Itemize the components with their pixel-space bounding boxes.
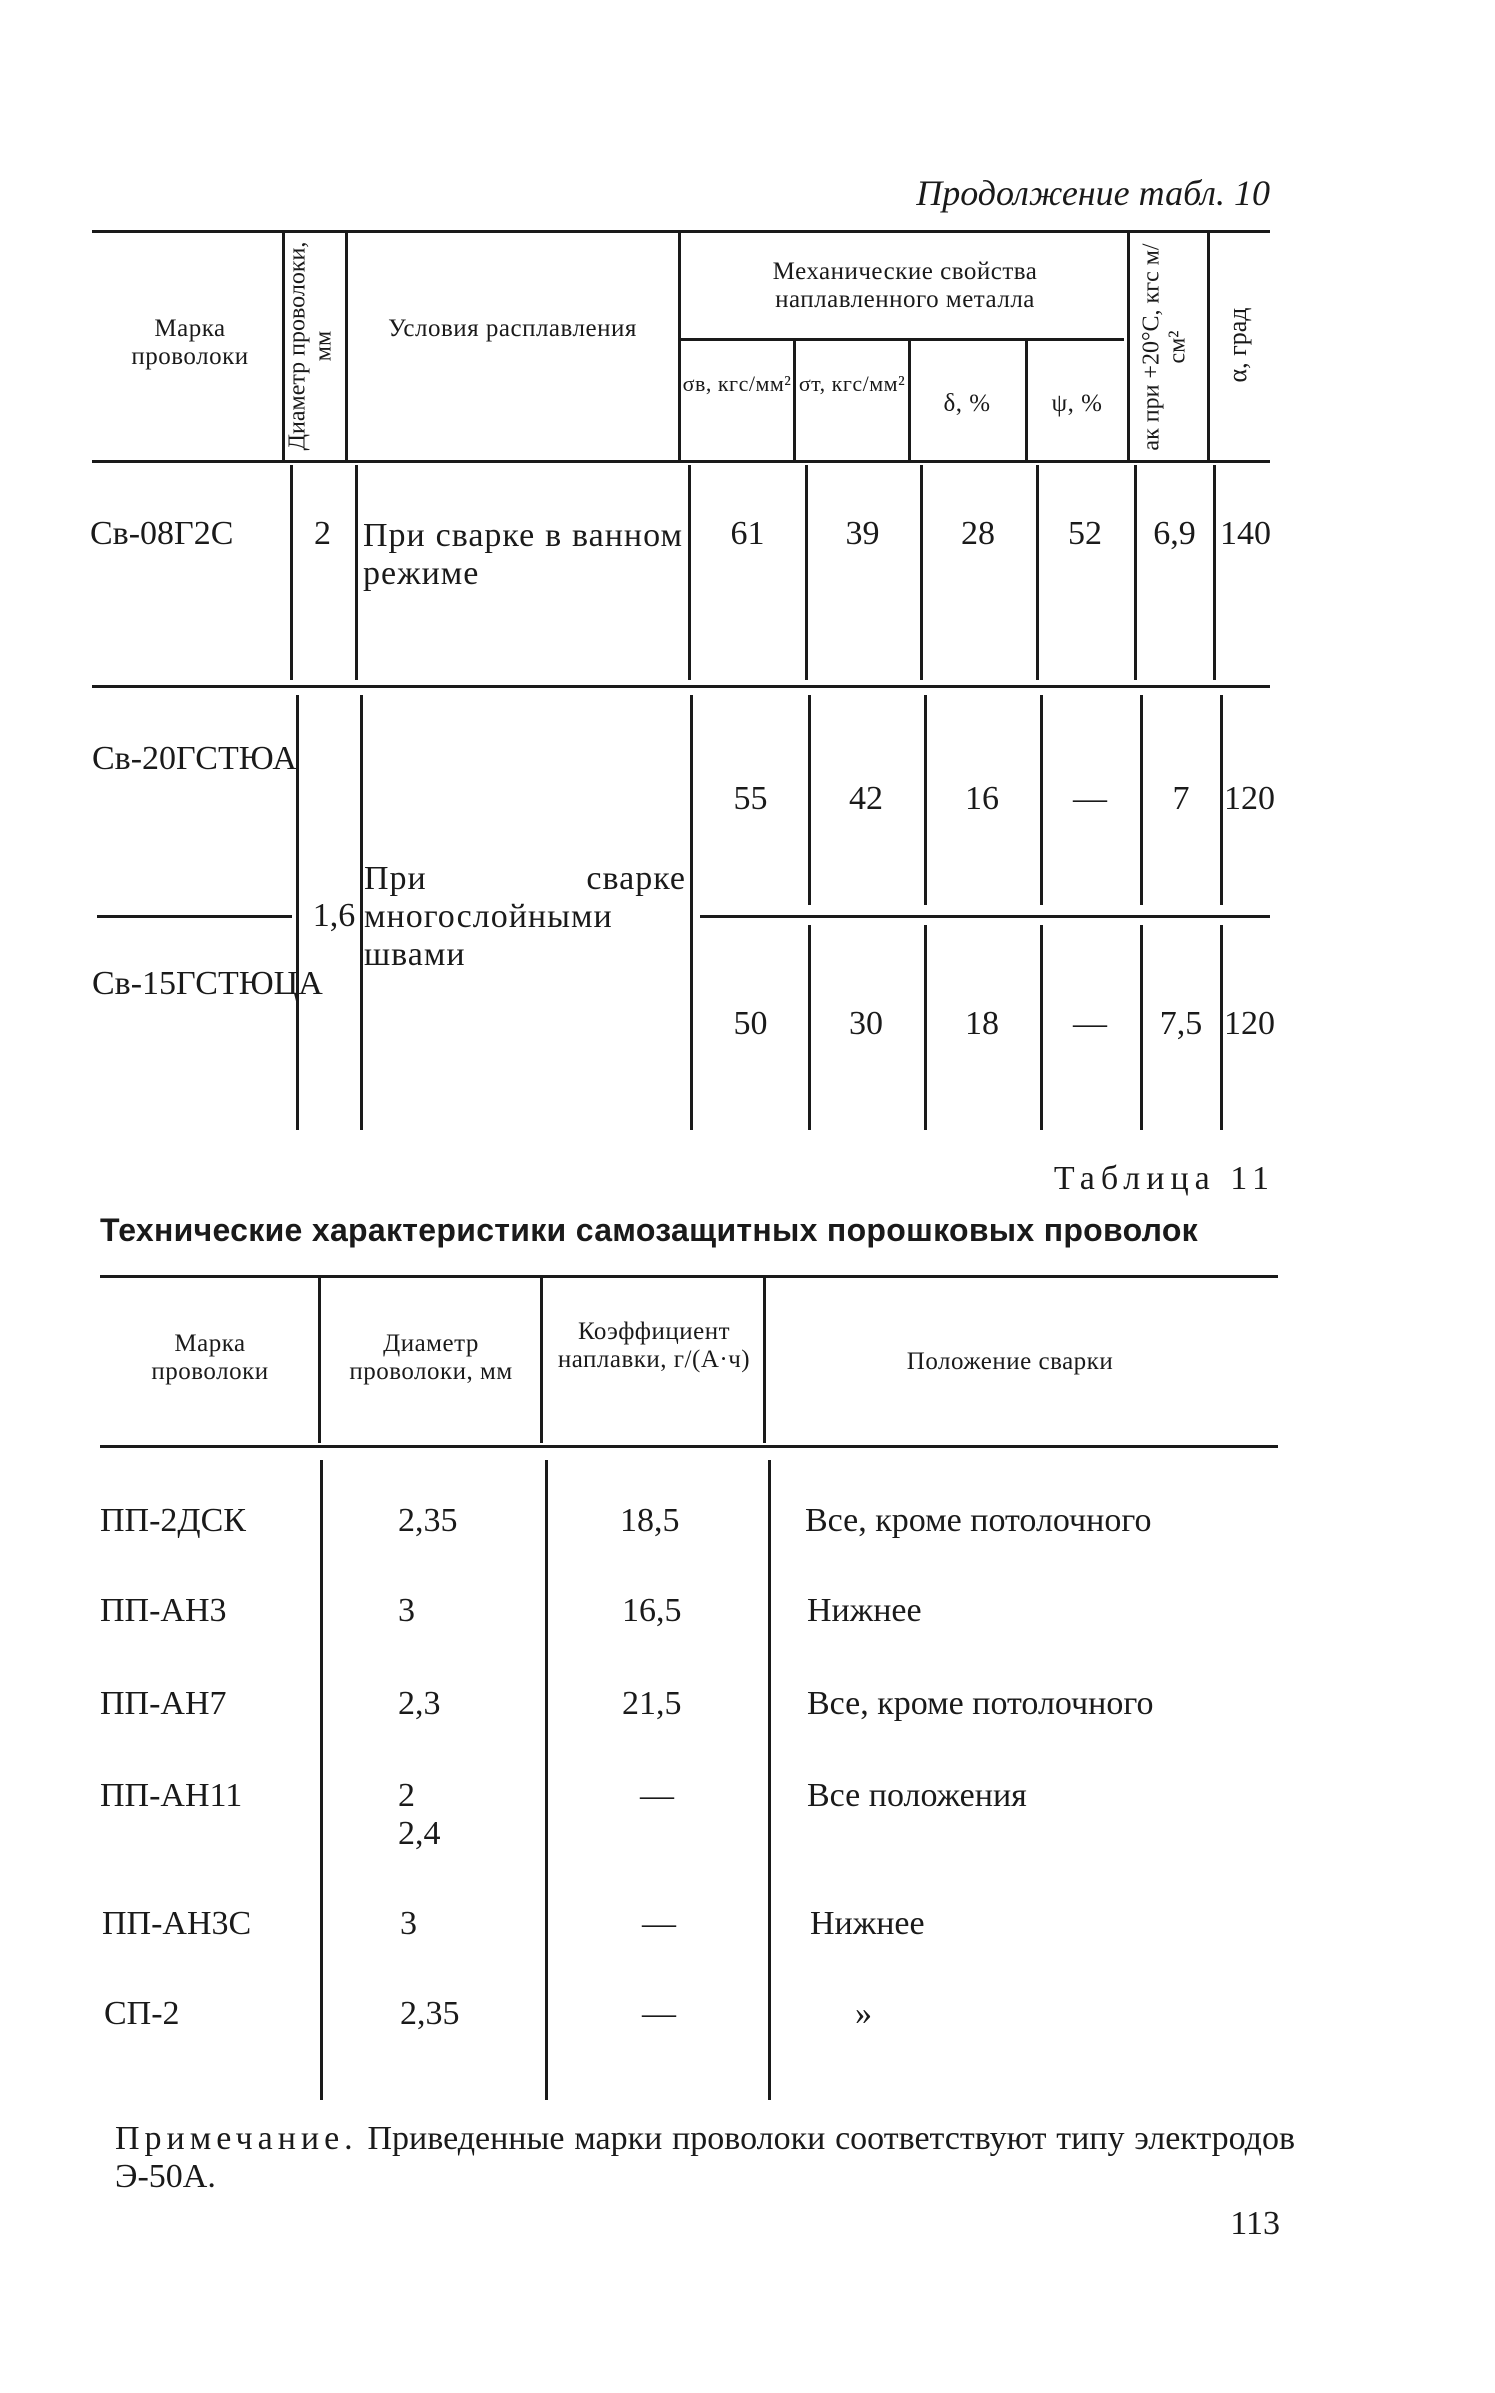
table11-cell-position: Все, кроме потолочного — [805, 1502, 1152, 1539]
table10-vline — [290, 465, 293, 680]
table11-cell-diameter: 2 2,4 — [398, 1777, 441, 1852]
note-text: Приведенные марки проволоки соответствуют типу электродов Э-50А. — [115, 2120, 1296, 2195]
table10-cell-sigma-t: 39 — [845, 515, 880, 552]
table11-cell-diameter: 3 — [398, 1592, 415, 1629]
table10-cell-delta: 16 — [965, 780, 999, 817]
note — [115, 2120, 1295, 2196]
table11-header-diameter: Диаметр проволоки, мм — [349, 1330, 513, 1385]
table11-cell-position: Все, кроме потолочного — [807, 1685, 1154, 1722]
table10-vline — [1213, 465, 1216, 680]
table10-header-mech-group: Механические свойства наплавленного металла — [772, 258, 1038, 313]
table10-row2-rule-right — [700, 915, 1270, 918]
table10-cell-alpha: 140 — [1220, 515, 1271, 552]
table11-cell-position: » — [855, 1995, 872, 2032]
table10-header-ak: aк при +20°С, кгс м/см² — [1138, 243, 1191, 451]
table10-vline — [1220, 695, 1223, 905]
table10-vline — [688, 465, 691, 680]
table11-vline — [318, 1278, 321, 1443]
table10-cell-psi: — — [1073, 1005, 1107, 1042]
table11-cell-coef: 16,5 — [622, 1592, 682, 1629]
table11-cell-coef: 21,5 — [622, 1685, 682, 1722]
table10-cell-delta: 18 — [965, 1005, 999, 1042]
table10-header-sigma-b: σв, кгс/мм² — [682, 371, 792, 396]
table11-label: Таблица 11 — [1053, 1160, 1275, 1197]
table10-vline — [805, 465, 808, 680]
table11-cell-coef: — — [640, 1777, 674, 1814]
table11-cell-position: Все положения — [807, 1777, 1027, 1814]
table11-cell-position: Нижнее — [810, 1905, 925, 1942]
table10-cell-mark: Св-15ГСТЮЦА — [92, 965, 323, 1002]
table10-mech-rule — [680, 338, 1124, 341]
continuation-caption: Продолжение табл. 10 — [916, 173, 1270, 213]
table10-cell-alpha: 120 — [1224, 1005, 1275, 1042]
table11-cell-coef: — — [642, 1905, 676, 1942]
table10-vline — [1025, 340, 1028, 462]
table10-vline — [793, 340, 796, 462]
note-label: Примечание. — [115, 2120, 358, 2157]
table10-vline — [1036, 465, 1039, 680]
table10-header-rule — [92, 460, 1270, 463]
table10-cell-mark: Св-20ГСТЮА — [92, 740, 297, 777]
table11-cell-mark: ПП-АН11 — [100, 1777, 243, 1814]
table10-cell-sigma-t: 30 — [849, 1005, 883, 1042]
table10-cell-conditions: При сварке в ванном режиме — [363, 517, 683, 592]
table11-cell-mark: ПП-АН3С — [102, 1905, 252, 1942]
table11-cell-diameter: 2,3 — [398, 1685, 441, 1722]
page-number: 113 — [1230, 2205, 1280, 2242]
table11-cell-coef: 18,5 — [620, 1502, 680, 1539]
table10-cell-ak: 7 — [1172, 780, 1190, 817]
table10-vline — [1220, 925, 1223, 1130]
table10-cell-diameter: 2 — [314, 515, 331, 552]
table11-cell-mark: ПП-АН3 — [100, 1592, 227, 1629]
table11-cell-diameter: 3 — [400, 1905, 417, 1942]
table10-vline — [1134, 465, 1137, 680]
table10-header-conditions: Условия расплавления — [388, 315, 637, 342]
table10-header-psi: ψ, % — [1051, 390, 1103, 417]
table10-header-mark: Марка проволоки — [131, 315, 249, 370]
table10-vline — [1207, 230, 1210, 462]
table10-cell-mark: Св-08Г2С — [90, 515, 234, 552]
table11-vline — [545, 1460, 548, 2100]
table10-cell-alpha: 120 — [1224, 780, 1275, 817]
table10-cell-ak: 6,9 — [1153, 515, 1196, 552]
table10-vline — [690, 695, 693, 1130]
table11-cell-diameter: 2,35 — [400, 1995, 460, 2032]
table10-top-rule — [92, 230, 1270, 233]
table10-vline — [345, 230, 348, 462]
table10-cell-delta: 28 — [961, 515, 995, 552]
table10-cell-psi: — — [1073, 780, 1107, 817]
table11-header-mark: Марка проволоки — [151, 1330, 269, 1385]
table10-cell-sigma-b: 61 — [730, 515, 765, 552]
table11-cell-mark: ПП-АН7 — [100, 1685, 227, 1722]
table10-vline — [1127, 230, 1130, 462]
table11-vline — [540, 1278, 543, 1443]
table11-cell-coef: — — [642, 1995, 676, 2032]
table10-cell-sigma-b: 55 — [733, 780, 768, 817]
table11-header-coef: Коэффициент наплавки, г/(А·ч) — [557, 1318, 751, 1373]
table10-cell-ak: 7,5 — [1159, 1005, 1203, 1042]
table11-header-rule — [100, 1445, 1278, 1448]
table10-cell-psi: 52 — [1068, 515, 1102, 552]
table11-title: Технические характеристики самозащитных порошковых проволок — [100, 1212, 1198, 1248]
table11-cell-mark: СП-2 — [104, 1995, 180, 2032]
table10-header-alpha: α, град — [1223, 307, 1252, 383]
table11-cell-position: Нижнее — [807, 1592, 922, 1629]
table10-vline — [678, 230, 681, 462]
table10-row1-rule — [92, 685, 1270, 688]
table11-cell-mark: ПП-2ДСК — [100, 1502, 246, 1539]
table11-header-position: Положение сварки — [906, 1348, 1114, 1375]
table10-row2-rule-left — [97, 915, 292, 918]
table10-cell-sigma-t: 42 — [849, 780, 883, 817]
table11-vline — [768, 1460, 771, 2100]
table11-vline — [763, 1278, 766, 1443]
table10-header-sigma-t: σт, кгс/мм² — [798, 371, 906, 396]
table10-header-diameter: Диаметр проволоки, мм — [284, 241, 337, 451]
table10-vline — [908, 340, 911, 462]
table10-cell-conditions: При сварке многослойными швами — [364, 860, 686, 973]
table10-cell-sigma-b: 50 — [733, 1005, 768, 1042]
table10-vline — [355, 465, 358, 680]
table11-top-rule — [100, 1275, 1278, 1278]
table11-vline — [320, 1460, 323, 2100]
table10-header-delta: δ, % — [943, 390, 991, 417]
table11-cell-diameter: 2,35 — [398, 1502, 458, 1539]
table10-vline — [920, 465, 923, 680]
table10-cell-diameter: 1,6 — [312, 897, 356, 934]
